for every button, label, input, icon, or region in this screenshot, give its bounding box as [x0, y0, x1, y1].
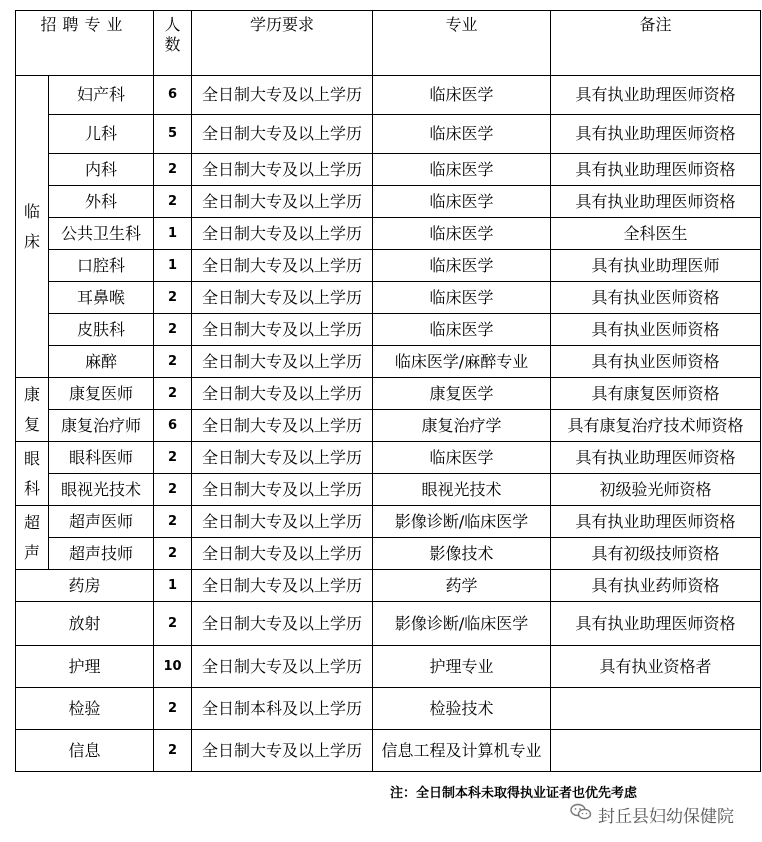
- specialty-cell: 影像技术: [373, 538, 551, 570]
- table-row: [16, 378, 761, 410]
- dept-cell: 皮肤科: [49, 314, 154, 346]
- dept-cell: 外科: [49, 186, 154, 218]
- specialty-cell: 临床医学: [373, 218, 551, 250]
- specialty-cell: 临床医学: [373, 115, 551, 154]
- dept-cell: 放射: [16, 602, 154, 646]
- count-cell: 2: [154, 688, 192, 730]
- count-cell: 1: [154, 570, 192, 602]
- specialty-cell: 临床医学: [373, 250, 551, 282]
- count-cell: 2: [154, 442, 192, 474]
- count-cell: 6: [154, 76, 192, 115]
- specialty-cell: 临床医学: [373, 76, 551, 115]
- dept-cell: 妇产科: [49, 76, 154, 115]
- edu-cell: 全日制大专及以上学历: [192, 730, 373, 772]
- dept-cell: 超声医师: [49, 506, 154, 538]
- edu-cell: 全日制大专及以上学历: [192, 442, 373, 474]
- dept-cell: 康复治疗师: [49, 410, 154, 442]
- remark-cell: 具有执业助理医师资格: [551, 154, 761, 186]
- specialty-cell: 影像诊断/临床医学: [373, 602, 551, 646]
- edu-cell: 全日制大专及以上学历: [192, 186, 373, 218]
- table-row: [16, 314, 761, 346]
- remark-cell: 具有执业医师资格: [551, 282, 761, 314]
- header-education: 学历要求: [192, 11, 373, 76]
- remark-cell: 具有执业助理医师资格: [551, 442, 761, 474]
- header-remark: 备注: [551, 11, 761, 76]
- edu-cell: 全日制大专及以上学历: [192, 506, 373, 538]
- table-row: [16, 688, 761, 730]
- remark-cell: 具有康复医师资格: [551, 378, 761, 410]
- recruitment-table: [15, 10, 761, 772]
- edu-cell: 全日制本科及以上学历: [192, 688, 373, 730]
- table-row: [16, 442, 761, 474]
- remark-cell: 具有执业资格者: [551, 646, 761, 688]
- watermark-text: 封丘县妇幼保健院: [598, 807, 734, 827]
- edu-cell: 全日制大专及以上学历: [192, 154, 373, 186]
- count-cell: 1: [154, 218, 192, 250]
- edu-cell: 全日制大专及以上学历: [192, 250, 373, 282]
- dept-cell: 口腔科: [49, 250, 154, 282]
- table-row: [16, 730, 761, 772]
- count-cell: 2: [154, 314, 192, 346]
- specialty-cell: 临床医学: [373, 282, 551, 314]
- dept-cell: 眼科医师: [49, 442, 154, 474]
- remark-cell: 全科医生: [551, 218, 761, 250]
- group-rehab: 康 复: [16, 378, 49, 442]
- edu-cell: 全日制大专及以上学历: [192, 218, 373, 250]
- edu-cell: 全日制大专及以上学历: [192, 646, 373, 688]
- table-row: [16, 76, 761, 115]
- remark-cell: 具有执业助理医师资格: [551, 602, 761, 646]
- wechat-icon: [570, 803, 592, 826]
- footnote: 注：全日制本科未取得执业证者也优先考虑: [390, 786, 638, 801]
- specialty-cell: 检验技术: [373, 688, 551, 730]
- specialty-cell: 临床医学/麻醉专业: [373, 346, 551, 378]
- group-clinical: 临 床: [16, 76, 49, 378]
- remark-cell: 具有执业助理医师: [551, 250, 761, 282]
- remark-cell: [551, 688, 761, 730]
- remark-cell: 具有执业助理医师资格: [551, 186, 761, 218]
- specialty-cell: 康复医学: [373, 378, 551, 410]
- dept-cell: 儿科: [49, 115, 154, 154]
- edu-cell: 全日制大专及以上学历: [192, 314, 373, 346]
- remark-cell: 初级验光师资格: [551, 474, 761, 506]
- edu-cell: 全日制大专及以上学历: [192, 76, 373, 115]
- dept-cell: 内科: [49, 154, 154, 186]
- dept-cell: 信息: [16, 730, 154, 772]
- remark-cell: 具有执业医师资格: [551, 346, 761, 378]
- dept-cell: 药房: [16, 570, 154, 602]
- count-cell: 2: [154, 538, 192, 570]
- remark-cell: 具有初级技师资格: [551, 538, 761, 570]
- specialty-cell: 信息工程及计算机专业: [373, 730, 551, 772]
- table-row: [16, 115, 761, 154]
- group-ultrasound: 超 声: [16, 506, 49, 570]
- count-cell: 5: [154, 115, 192, 154]
- remark-cell: 具有执业助理医师资格: [551, 76, 761, 115]
- specialty-cell: 药学: [373, 570, 551, 602]
- count-cell: 1: [154, 250, 192, 282]
- table-row: [16, 474, 761, 506]
- remark-cell: 具有执业助理医师资格: [551, 506, 761, 538]
- count-cell: 2: [154, 154, 192, 186]
- specialty-cell: 影像诊断/临床医学: [373, 506, 551, 538]
- count-cell: 2: [154, 506, 192, 538]
- count-cell: 6: [154, 410, 192, 442]
- edu-cell: 全日制大专及以上学历: [192, 474, 373, 506]
- dept-cell: 检验: [16, 688, 154, 730]
- table-row: [16, 186, 761, 218]
- specialty-cell: 临床医学: [373, 186, 551, 218]
- specialty-cell: 护理专业: [373, 646, 551, 688]
- remark-cell: 具有执业医师资格: [551, 314, 761, 346]
- dept-cell: 康复医师: [49, 378, 154, 410]
- count-cell: 10: [154, 646, 192, 688]
- table-row: [16, 218, 761, 250]
- count-cell: 2: [154, 730, 192, 772]
- table-row: [16, 538, 761, 570]
- dept-cell: 公共卫生科: [49, 218, 154, 250]
- watermark: [570, 802, 734, 827]
- remark-cell: 具有执业药师资格: [551, 570, 761, 602]
- remark-cell: 具有执业助理医师资格: [551, 115, 761, 154]
- remark-cell: 具有康复治疗技术师资格: [551, 410, 761, 442]
- edu-cell: 全日制大专及以上学历: [192, 346, 373, 378]
- specialty-cell: 临床医学: [373, 314, 551, 346]
- count-cell: 2: [154, 346, 192, 378]
- header-row: [16, 11, 761, 76]
- header-count: 人 数: [154, 11, 192, 76]
- specialty-cell: 康复治疗学: [373, 410, 551, 442]
- group-ophthalmology: 眼 科: [16, 442, 49, 506]
- specialty-cell: 眼视光技术: [373, 474, 551, 506]
- table-row: [16, 506, 761, 538]
- edu-cell: 全日制大专及以上学历: [192, 115, 373, 154]
- table-row: [16, 154, 761, 186]
- header-specialty: 专业: [373, 11, 551, 76]
- dept-cell: 耳鼻喉: [49, 282, 154, 314]
- edu-cell: 全日制大专及以上学历: [192, 602, 373, 646]
- dept-cell: 护理: [16, 646, 154, 688]
- dept-cell: 眼视光技术: [49, 474, 154, 506]
- count-cell: 2: [154, 474, 192, 506]
- count-cell: 2: [154, 282, 192, 314]
- specialty-cell: 临床医学: [373, 154, 551, 186]
- table-row: [16, 282, 761, 314]
- table-row: [16, 602, 761, 646]
- edu-cell: 全日制大专及以上学历: [192, 282, 373, 314]
- edu-cell: 全日制大专及以上学历: [192, 570, 373, 602]
- header-major: 招聘专业: [16, 11, 154, 76]
- table-row: [16, 250, 761, 282]
- count-cell: 2: [154, 186, 192, 218]
- count-cell: 2: [154, 602, 192, 646]
- table-row: [16, 646, 761, 688]
- edu-cell: 全日制大专及以上学历: [192, 410, 373, 442]
- table-row: [16, 410, 761, 442]
- specialty-cell: 临床医学: [373, 442, 551, 474]
- table-row: [16, 346, 761, 378]
- edu-cell: 全日制大专及以上学历: [192, 378, 373, 410]
- remark-cell: [551, 730, 761, 772]
- dept-cell: 麻醉: [49, 346, 154, 378]
- edu-cell: 全日制大专及以上学历: [192, 538, 373, 570]
- table-row: [16, 570, 761, 602]
- count-cell: 2: [154, 378, 192, 410]
- dept-cell: 超声技师: [49, 538, 154, 570]
